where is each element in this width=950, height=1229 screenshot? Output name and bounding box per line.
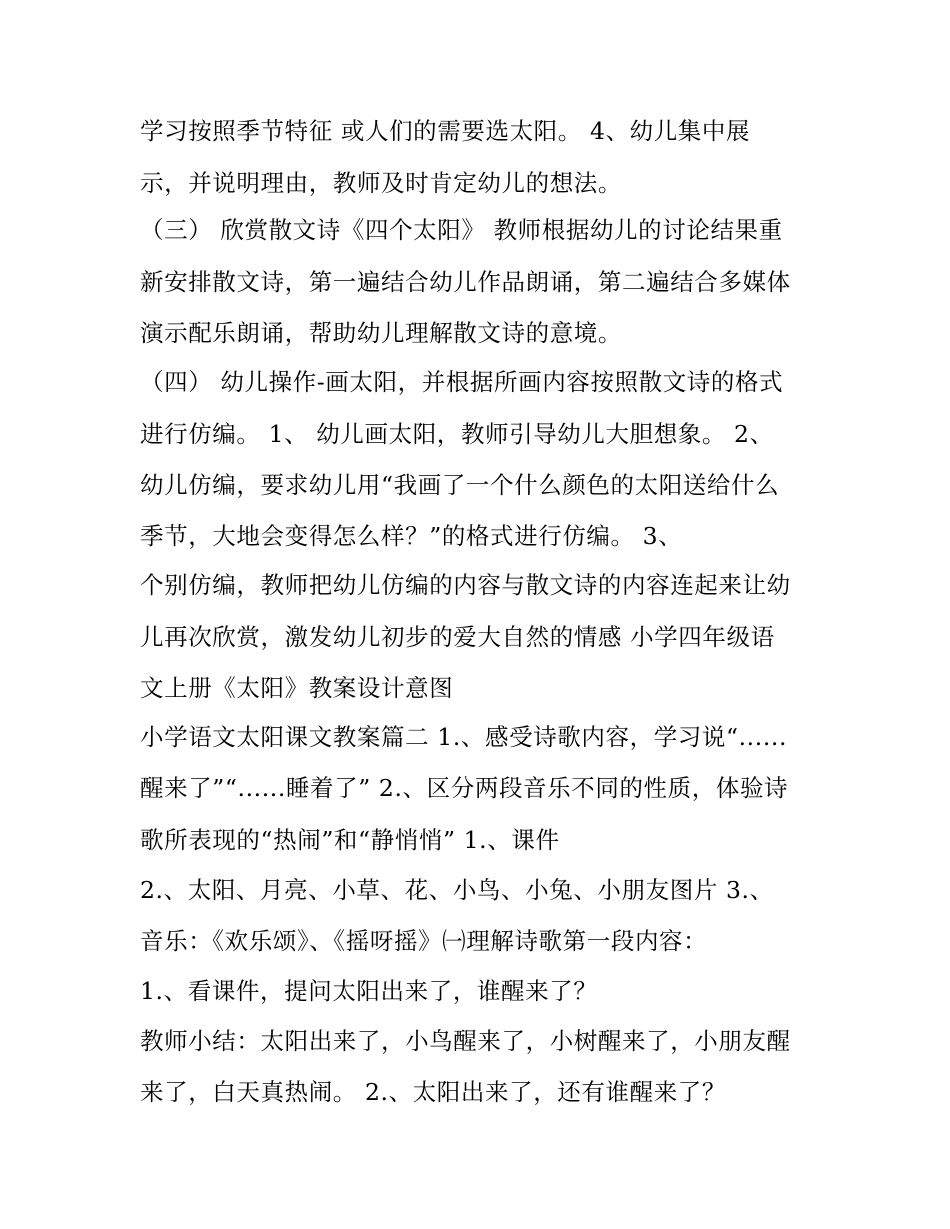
text-line: 个别仿编，教师把幼儿仿编的内容与散文诗的内容连起来让幼 <box>140 571 791 599</box>
text-line: 儿再次欣赏，激发幼儿初步的爱大自然的情感 小学四年级语 <box>140 623 775 651</box>
text-line: 演示配乐朗诵，帮助幼儿理解散文诗的意境。 <box>140 319 622 347</box>
text-line: （三） 欣赏散文诗《四个太阳》 教师根据幼儿的讨论结果重 <box>140 216 783 244</box>
text-line: 季节，大地会变得怎么样？”的格式进行仿编。 3、 <box>140 522 683 550</box>
text-line: 歌所表现的“热闹”和“静悄悄” 1.、课件 <box>140 826 560 854</box>
text-line: 幼儿仿编，要求幼儿用“我画了一个什么颜色的太阳送给什么 <box>140 471 780 499</box>
text-line: 小学语文太阳课文教案篇二 1.、感受诗歌内容，学习说“...... <box>140 723 788 751</box>
text-line: 进行仿编。 1、 幼儿画太阳，教师引导幼儿大胆想象。 2、 <box>140 420 774 448</box>
text-line: 教师小结：太阳出来了，小鸟醒来了，小树醒来了，小朋友醒 <box>140 1027 791 1055</box>
text-line: 示，并说明理由，教师及时肯定幼儿的想法。 <box>140 169 622 197</box>
text-line: 1.、看课件，提问太阳出来了，谁醒来了？ <box>140 977 598 1005</box>
text-line: 音乐：《欢乐颂》、《摇呀摇》㈠理解诗歌第一段内容： <box>140 927 708 955</box>
text-line: 2.、太阳、月亮、小草、花、小鸟、小兔、小朋友图片 3.、 <box>140 876 774 904</box>
text-line: 新安排散文诗，第一遍结合幼儿作品朗诵，第二遍结合多媒体 <box>140 268 791 296</box>
text-line: （四） 幼儿操作-画太阳，并根据所画内容按照散文诗的格式 <box>140 368 784 396</box>
text-line: 来了，白天真热闹。 2.、太阳出来了，还有谁醒来了？ <box>140 1078 726 1106</box>
text-line: 文上册《太阳》教案设计意图 <box>140 674 454 702</box>
text-line: 醒来了”“......睡着了” 2.、区分两段音乐不同的性质，体验诗 <box>140 774 789 802</box>
text-line: 学习按照季节特征 或人们的需要选太阳。 4、幼儿集中展 <box>140 117 751 145</box>
